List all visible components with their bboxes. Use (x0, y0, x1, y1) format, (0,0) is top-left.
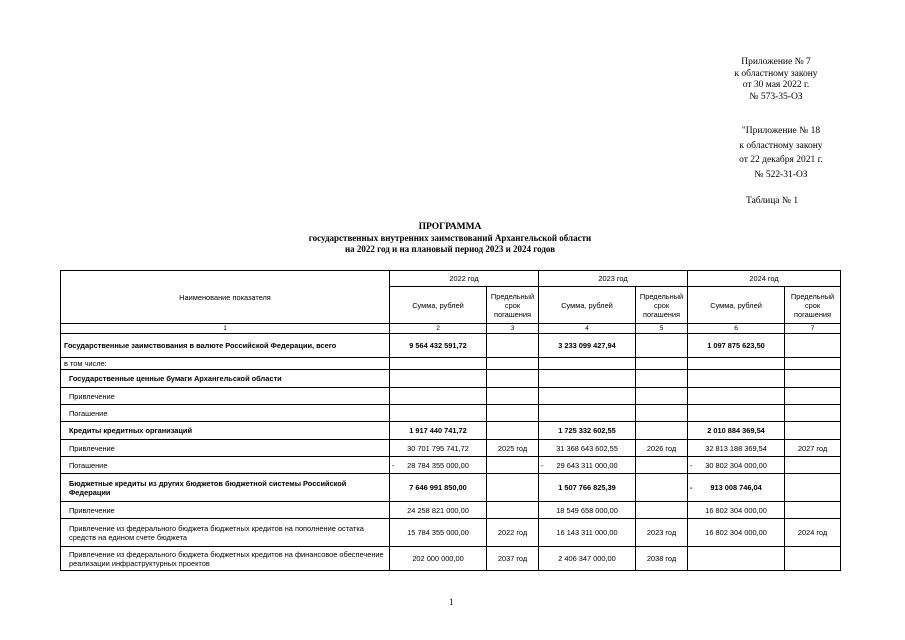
sum-2024 (688, 547, 785, 571)
row-name: Привлечение (61, 502, 390, 519)
sum-2024: 16 802 304 000,00 (688, 519, 785, 547)
sum-value: 30 802 304 000,00 (705, 460, 767, 470)
term-2022 (487, 334, 539, 358)
sum-2023: 1 507 766 825,39 (539, 474, 636, 502)
header-year: 2024 год (688, 271, 841, 287)
term-2023 (636, 422, 688, 440)
sum-2023 (539, 405, 636, 422)
sum-2023: 16 143 311 000,00 (539, 519, 636, 547)
sum-2022 (390, 370, 487, 388)
header-row-years (61, 271, 841, 287)
term-2024: 2027 год (785, 440, 841, 457)
table-row (61, 358, 841, 370)
term-2023 (636, 502, 688, 519)
header-sum: Сумма, рублей (539, 287, 636, 324)
appendix-line: от 22 декабря 2021 г. (739, 155, 823, 165)
col-number: 4 (539, 324, 636, 334)
col-number: 3 (487, 324, 539, 334)
col-number: 7 (785, 324, 841, 334)
title-line: ПРОГРАММА (418, 222, 482, 232)
term-2024 (785, 358, 841, 370)
row-name: Государственные ценные бумаги Архангельской области (61, 370, 390, 388)
appendix-7-header (716, 57, 836, 103)
sum-2022: 7 646 991 850,00 (390, 474, 487, 502)
term-2022 (487, 422, 539, 440)
row-name: Привлечение (61, 440, 390, 457)
sum-value: 29 643 311 000,00 (556, 460, 618, 470)
term-2022 (487, 474, 539, 502)
table-row (61, 370, 841, 388)
appendix-line: № 573-35-ОЗ (749, 91, 803, 102)
term-2022 (487, 457, 539, 474)
sum-2023: 2 406 347 000,00 (539, 547, 636, 571)
borrowing-program-table (60, 270, 841, 571)
sum-2022 (390, 358, 487, 370)
sum-2024: 2 010 884 369,54 (688, 422, 785, 440)
appendix-18-header (722, 124, 840, 182)
sum-2022: 24 258 821 000,00 (390, 502, 487, 519)
sum-2023: 1 725 332 602,55 (539, 422, 636, 440)
minus-sign: - (690, 483, 693, 492)
sum-2023 (539, 388, 636, 405)
term-2023: 2038 год (636, 547, 688, 571)
term-2024 (785, 502, 841, 519)
sum-2024 (688, 358, 785, 370)
term-2024 (785, 422, 841, 440)
col-number: 1 (61, 324, 390, 334)
sum-2022: 15 784 355 000,00 (390, 519, 487, 547)
sum-2022: 30 701 795 741,72 (390, 440, 487, 457)
sum-2024: 16 802 304 000,00 (688, 502, 785, 519)
sum-2024 (688, 457, 785, 474)
term-2024 (785, 334, 841, 358)
appendix-line: к областному закону (734, 68, 818, 79)
term-2022 (487, 502, 539, 519)
table-row (61, 474, 841, 502)
sum-2022: 202 000 000,00 (390, 547, 487, 571)
term-2023 (636, 358, 688, 370)
row-name: Погашение (61, 457, 390, 474)
term-2022: 2025 год (487, 440, 539, 457)
term-2022: 2037 год (487, 547, 539, 571)
title-line: государственных внутренних заимствований Архангельской области (308, 233, 592, 243)
sum-2022: 9 564 432 591,72 (390, 334, 487, 358)
term-2023 (636, 370, 688, 388)
header-year: 2022 год (390, 271, 539, 287)
table-row (61, 519, 841, 547)
page-number: 1 (449, 597, 454, 607)
row-name: Погашение (61, 405, 390, 422)
sum-2024 (688, 405, 785, 422)
term-2024 (785, 474, 841, 502)
term-2023 (636, 388, 688, 405)
term-2024 (785, 547, 841, 571)
term-2022 (487, 358, 539, 370)
sum-2023: 31 368 643 602,55 (539, 440, 636, 457)
appendix-line: от 30 мая 2022 г. (742, 80, 810, 90)
table-row (61, 502, 841, 519)
table-row (61, 388, 841, 405)
table-row (61, 422, 841, 440)
table-row (61, 457, 841, 474)
term-2022 (487, 388, 539, 405)
sum-2023 (539, 370, 636, 388)
sum-2024 (688, 388, 785, 405)
header-year: 2023 год (539, 271, 688, 287)
term-2024 (785, 405, 841, 422)
term-2024 (785, 370, 841, 388)
document-title (220, 222, 680, 255)
table-row (61, 334, 841, 358)
term-2023 (636, 474, 688, 502)
sum-2023: 3 233 099 427,94 (539, 334, 636, 358)
header-row-numbers (61, 324, 841, 334)
sum-2022 (390, 405, 487, 422)
sum-2022 (390, 388, 487, 405)
sum-2023 (539, 358, 636, 370)
col-number: 5 (636, 324, 688, 334)
term-2023 (636, 457, 688, 474)
header-term: Предельный срок погашения (487, 287, 539, 324)
term-2022 (487, 370, 539, 388)
sum-2022: 1 917 440 741,72 (390, 422, 487, 440)
term-2023: 2023 год (636, 519, 688, 547)
title-line: на 2022 год и на плановый период 2023 и 2024 годов (344, 244, 556, 254)
term-2022 (487, 405, 539, 422)
term-2023: 2026 год (636, 440, 688, 457)
table-number: Таблица № 1 (746, 196, 799, 206)
term-2023 (636, 334, 688, 358)
col-number: 6 (688, 324, 785, 334)
sum-2022 (390, 457, 487, 474)
minus-sign: - (392, 460, 395, 470)
row-name: Кредиты кредитных организаций (61, 422, 390, 440)
term-2024 (785, 388, 841, 405)
table-row (61, 440, 841, 457)
appendix-line: Приложение № 7 (741, 57, 811, 67)
appendix-line: "Приложение № 18 (741, 126, 821, 136)
row-name: Государственные заимствования в валюте Российской Федерации, всего (61, 334, 390, 358)
sum-2024: 32 813 188 369,54 (688, 440, 785, 457)
row-name: Бюджетные кредиты из других бюджетов бюджетной системы Российской Федерации (61, 474, 390, 502)
sum-2023 (539, 457, 636, 474)
sum-2024: 1 097 875 623,50 (688, 334, 785, 358)
row-name: Привлечение из федерального бюджета бюджетных кредитов на финансовое обеспечение реализации инфраструктурных проектов (61, 547, 390, 571)
sum-2023: 18 549 658 000,00 (539, 502, 636, 519)
term-2023 (636, 405, 688, 422)
header-name: Наименование показателя (61, 271, 390, 324)
term-2022: 2022 год (487, 519, 539, 547)
appendix-line: к областному закону (739, 140, 823, 151)
appendix-line: № 522-31-ОЗ (754, 169, 808, 180)
row-name: Привлечение (61, 388, 390, 405)
sum-2024 (688, 370, 785, 388)
sum-value: 913 008 746,04 (710, 483, 762, 492)
sum-2024 (688, 474, 785, 502)
header-term: Предельный срок погашения (636, 287, 688, 324)
col-number: 2 (390, 324, 487, 334)
header-term: Предельный срок погашения (785, 287, 841, 324)
header-sum: Сумма, рублей (688, 287, 785, 324)
table-row (61, 547, 841, 571)
term-2024: 2024 год (785, 519, 841, 547)
term-2024 (785, 457, 841, 474)
table-row (61, 405, 841, 422)
header-sum: Сумма, рублей (390, 287, 487, 324)
row-name: Привлечение из федерального бюджета бюджетных кредитов на пополнение остатка средств на едином счете бюджета (61, 519, 390, 547)
minus-sign: - (690, 460, 693, 470)
sum-value: 28 784 355 000,00 (407, 460, 469, 470)
minus-sign: - (541, 460, 544, 470)
row-name: в том числе: (61, 358, 390, 370)
